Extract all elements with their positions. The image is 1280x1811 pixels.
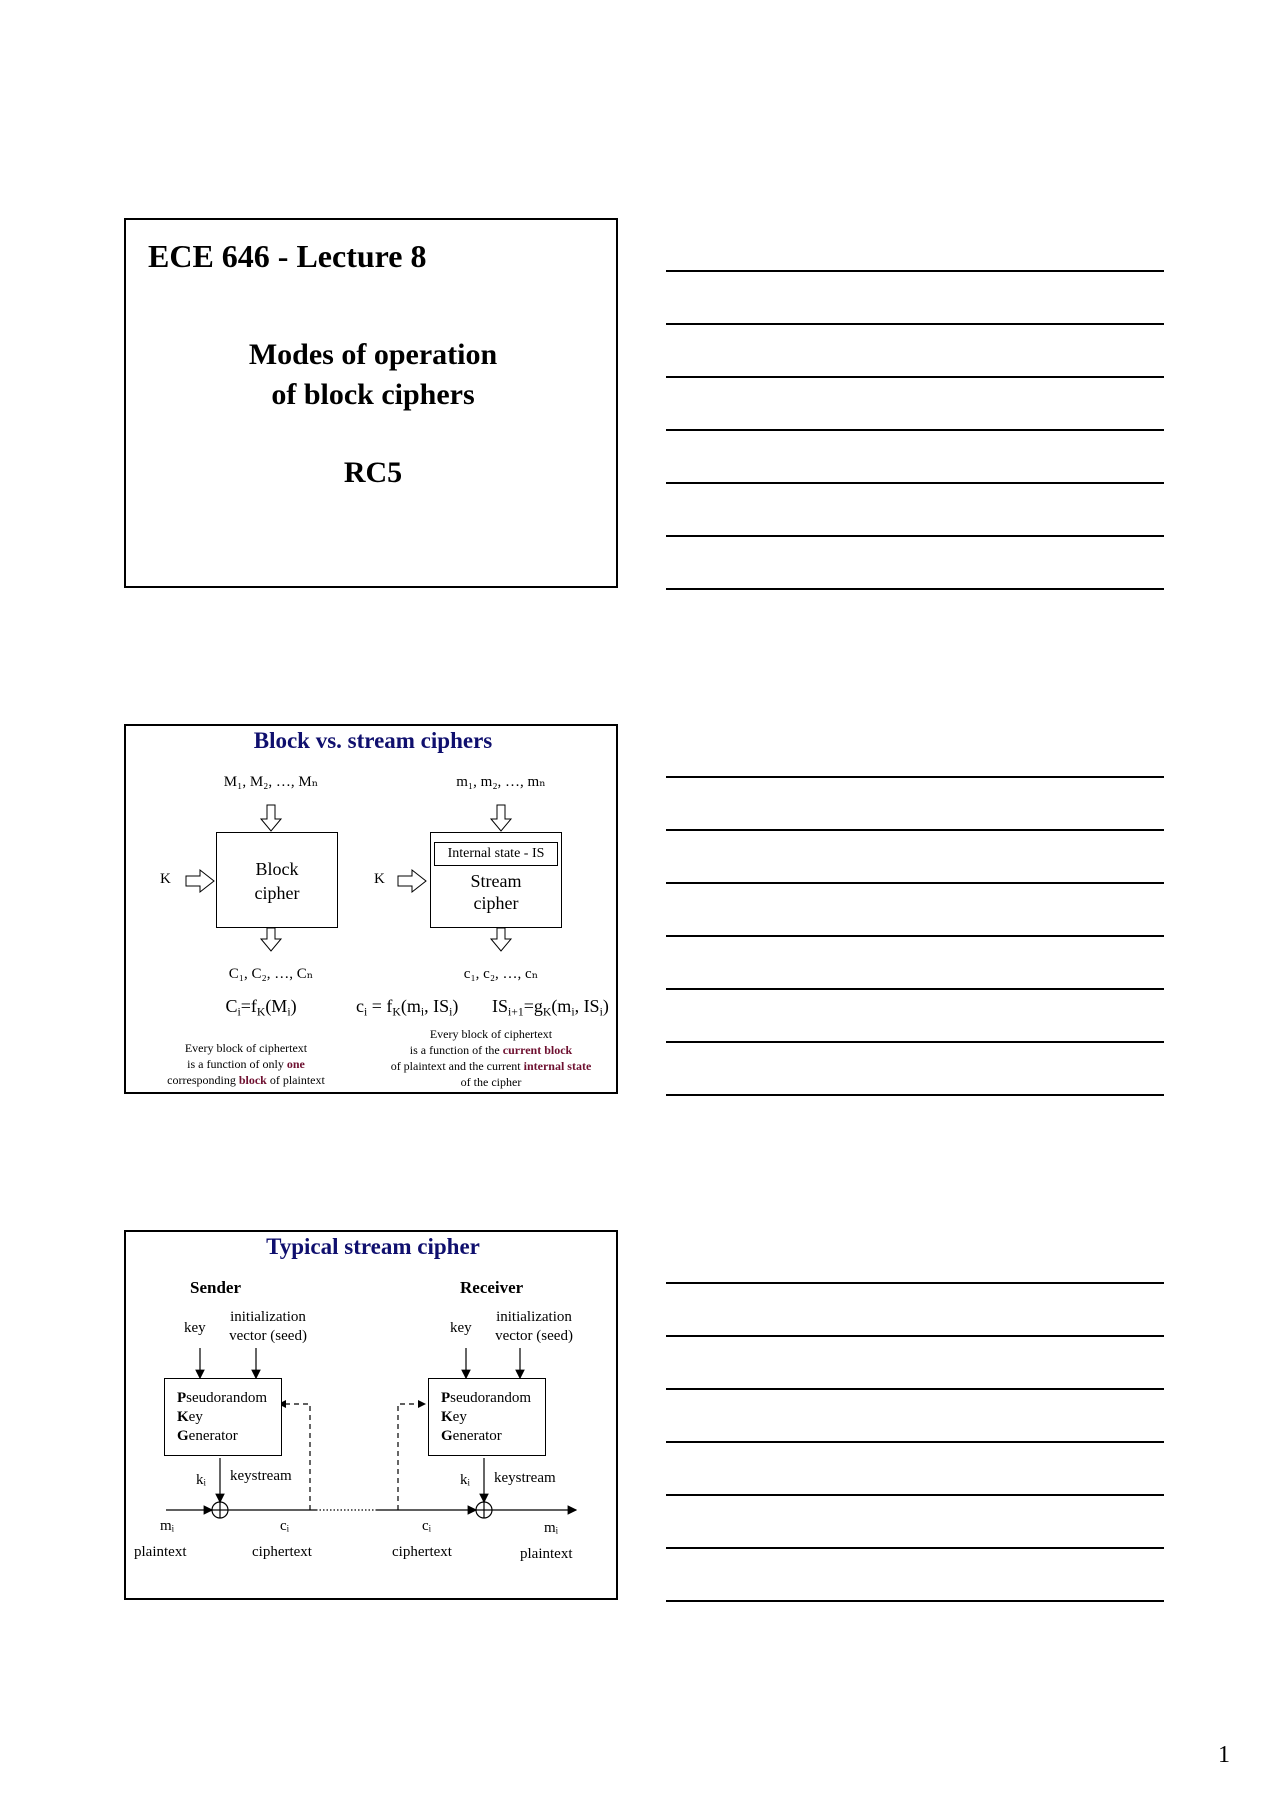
sender-iv-label: initialization vector (seed)	[229, 1309, 307, 1344]
receiver-plaintext-label: plaintext	[520, 1546, 573, 1562]
receiver-iv-label: initialization vector (seed)	[495, 1309, 573, 1344]
sender-c-symbol: cᵢ	[280, 1518, 290, 1534]
notes-line	[666, 1094, 1164, 1096]
receiver-prng-label: Pseudorandom Key Generator	[441, 1390, 531, 1444]
slide-2-block-vs-stream	[124, 724, 618, 1094]
block-cipher-box-line-2: cipher	[254, 883, 300, 903]
sender-prng-box	[164, 1378, 282, 1456]
lecture-title-line-1: Modes of operation	[248, 338, 498, 371]
stream-output-label: c₁, c₂, …, cₙ	[463, 966, 539, 982]
internal-state-box	[434, 842, 558, 866]
stream-cipher-box-line-1: Stream	[470, 871, 522, 891]
sender-key-label: key	[184, 1320, 206, 1336]
page-number: 1	[1218, 1742, 1230, 1768]
notes-line	[666, 376, 1164, 378]
sender-keystream-label: keystream	[230, 1468, 292, 1484]
stream-key-label: K	[374, 871, 385, 887]
lecture-title-line-2: of block ciphers	[271, 378, 475, 411]
stream-desc-line-1: Every block of ciphertext	[429, 1027, 553, 1041]
internal-state-label: Internal state - IS	[447, 846, 545, 861]
stream-cipher-box-line-2: cipher	[473, 893, 519, 913]
receiver-key-label: key	[450, 1320, 472, 1336]
notes-line	[666, 588, 1164, 590]
notes-line	[666, 829, 1164, 831]
block-cipher-box	[216, 832, 338, 928]
receiver-prng-box	[428, 1378, 546, 1456]
sender-prng-label: Pseudorandom Key Generator	[177, 1390, 267, 1444]
notes-line	[666, 323, 1164, 325]
notes-line	[666, 535, 1164, 537]
stream-desc-line-3: of plaintext and the current internal state	[390, 1059, 592, 1073]
notes-line	[666, 1282, 1164, 1284]
receiver-ciphertext-label: ciphertext	[392, 1544, 452, 1560]
notes-line	[666, 270, 1164, 272]
slide-3-title: Typical stream cipher	[266, 1234, 480, 1259]
notes-line	[666, 1441, 1164, 1443]
slide-1-title	[124, 218, 618, 588]
block-input-label: M₁, M₂, …, Mₙ	[223, 774, 319, 790]
stream-state-formula: $IS_{i+1}=g_K(m_i$, $IS_i$)	[492, 996, 609, 1019]
receiver-ki-label: kᵢ	[460, 1472, 470, 1488]
block-desc-line-1: Every block of ciphertext	[184, 1041, 308, 1055]
notes-line	[666, 1600, 1164, 1602]
notes-line	[666, 776, 1164, 778]
notes-line	[666, 935, 1164, 937]
sender-heading: Sender	[190, 1278, 241, 1297]
block-cipher-box-line-1: Block	[255, 859, 299, 879]
sender-plaintext-label: plaintext	[134, 1544, 187, 1560]
block-desc-line-3: corresponding block of plaintext	[167, 1073, 325, 1087]
block-desc-line-2: is a function of only one	[187, 1057, 305, 1071]
receiver-keystream-label: keystream	[494, 1470, 556, 1486]
stream-output-formula: $c_i = f_K(m_i$, $IS_i$)	[356, 996, 459, 1019]
course-title: ECE 646 - Lecture 8	[148, 238, 427, 274]
notes-line	[666, 429, 1164, 431]
block-formula: $C_i=f_K(M_i)$	[225, 996, 297, 1019]
sender-m-symbol: mᵢ	[160, 1518, 175, 1534]
notes-line	[666, 1494, 1164, 1496]
stream-desc-line-2: is a function of the current block	[409, 1043, 573, 1057]
receiver-m-symbol: mᵢ	[544, 1520, 559, 1536]
notes-line	[666, 1335, 1164, 1337]
slide-3-typical-stream-cipher	[124, 1230, 618, 1600]
stream-input-label: m₁, m₂, …, mₙ	[456, 774, 546, 790]
notes-line	[666, 1547, 1164, 1549]
notes-line	[666, 882, 1164, 884]
stream-desc-line-4: of the cipher	[460, 1075, 522, 1089]
receiver-heading: Receiver	[460, 1278, 524, 1297]
notes-line	[666, 988, 1164, 990]
block-output-label: C₁, C₂, …, Cₙ	[228, 966, 314, 982]
stream-description	[356, 1026, 618, 1090]
sender-ki-label: kᵢ	[196, 1472, 206, 1488]
notes-line	[666, 1388, 1164, 1390]
block-description	[136, 1040, 356, 1088]
stream-cipher-box	[430, 832, 562, 928]
sender-ciphertext-label: ciphertext	[252, 1544, 312, 1560]
slide-2-title: Block vs. stream ciphers	[253, 728, 493, 753]
block-key-label: K	[160, 871, 171, 887]
notes-line	[666, 482, 1164, 484]
notes-line	[666, 1041, 1164, 1043]
lecture-subtitle: RC5	[343, 456, 403, 489]
receiver-c-symbol: cᵢ	[422, 1518, 432, 1534]
